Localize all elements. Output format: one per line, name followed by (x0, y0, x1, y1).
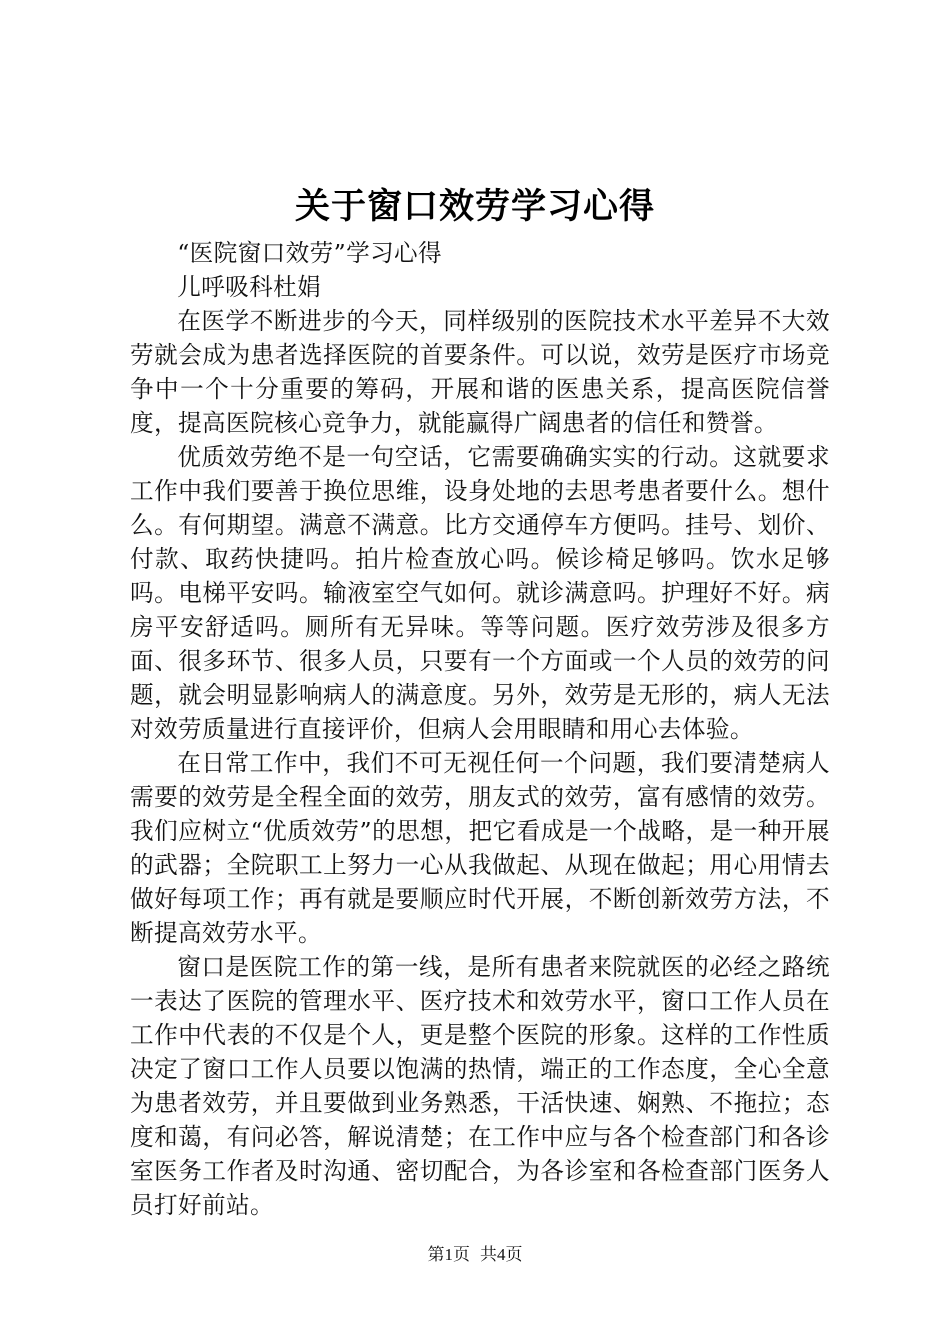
document-body (130, 236, 830, 1222)
page-number: 第1页 (427, 1245, 470, 1264)
paragraph-1: 在医学不断进步的今天，同样级别的医院技术水平差异不大效劳就会成为患者选择医院的首要条件。可以说，效劳是医疗市场竞争中一个十分重要的筹码，开展和谐的医患关系，提高医院信誉度，提高医院核心竞争力，就能赢得广阔患者的信任和赞誉。 (130, 307, 830, 437)
paragraph-3: 在日常工作中，我们不可无视任何一个问题，我们要清楚病人需要的效劳是全程全面的效劳，朋友式的效劳，富有感情的效劳。我们应树立“优质效劳”的思想，把它看成是一个战略，是一种开展的武器；全院职工上努力一心从我做起、从现在做起；用心用情去做好每项工作；再有就是要顺应时代开展，不断创新效劳方法，不断提高效劳水平。 (130, 749, 830, 947)
page-total: 共4页 (480, 1245, 523, 1264)
document-title: 关于窗口效劳学习心得 (294, 186, 655, 227)
paragraph-4: 窗口是医院工作的第一线，是所有患者来院就医的必经之路统一表达了医院的管理水平、医疗技术和效劳水平，窗口工作人员在工作中代表的不仅是个人，更是整个医院的形象。这样的工作性质决定了窗口工作人员要以饱满的热情，端正的工作态度，全心全意为患者效劳，并且要做到业务熟悉，干活快速、娴熟、不拖拉；态度和蔼，有问必答，解说清楚；在工作中应与各个检查部门和各诊室医务工作者及时沟通、密切配合，为各诊室和各检查部门医务人员打好前站。 (130, 953, 830, 1219)
author-line: 儿呼吸科杜娟 (177, 273, 322, 301)
subtitle-line: “医院窗口效劳”学习心得 (177, 239, 443, 267)
page-footer (0, 1243, 950, 1267)
paragraph-2: 优质效劳绝不是一句空话，它需要确确实实的行动。这就要求工作中我们要善于换位思维，设身处地的去思考患者要什么。想什么。有何期望。满意不满意。比方交通停车方便吗。挂号、划价、付款、取药快捷吗。拍片检查放心吗。候诊椅足够吗。饮水足够吗。电梯平安吗。输液室空气如何。就诊满意吗。护理好不好。病房平安舒适吗。厕所有无异味。等等问题。医疗效劳涉及很多方面、很多环节、很多人员，只要有一个方面或一个人员的效劳的问题，就会明显影响病人的满意度。另外，效劳是无形的，病人无法对效劳质量进行直接评价，但病人会用眼睛和用心去体验。 (130, 443, 830, 743)
